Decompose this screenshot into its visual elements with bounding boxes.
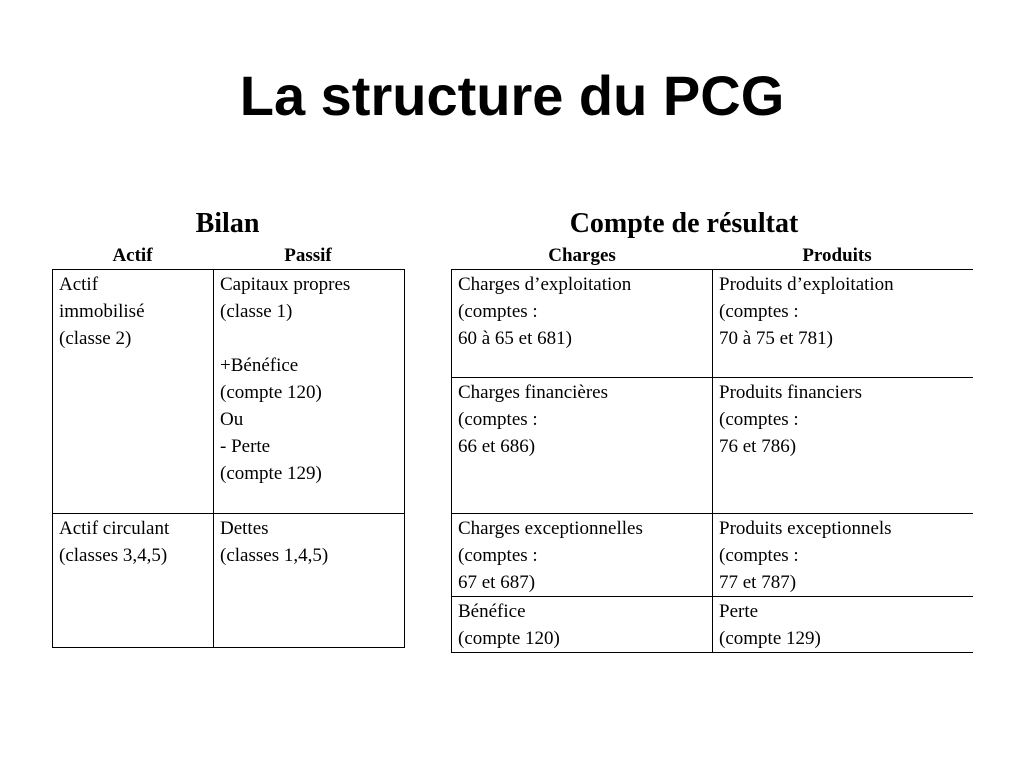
- bilan-cell-actif: Actif circulant (classes 3,4,5): [53, 514, 214, 648]
- resultat-cell-charges: Charges financières (comptes : 66 et 686): [452, 378, 713, 514]
- resultat-col-charges: Charges: [548, 245, 616, 266]
- bilan-col-passif: Passif: [284, 245, 332, 266]
- page-title: La structure du PCG: [239, 64, 785, 127]
- table-row: [53, 514, 405, 648]
- resultat-cell-charges: Charges d’exploitation (comptes : 60 à 65 et 681): [452, 270, 713, 378]
- resultat-table: [451, 269, 973, 653]
- bilan-cell-passif: Dettes (classes 1,4,5): [214, 514, 405, 648]
- resultat-cell-produits: Produits d’exploitation (comptes : 70 à 75 et 781): [713, 270, 973, 378]
- resultat-cell-produits: Produits exceptionnels (comptes : 77 et 787): [713, 514, 973, 597]
- resultat-cell-charges: Bénéfice (compte 120): [452, 597, 713, 653]
- bilan-cell-actif: Actif immobilisé (classe 2): [53, 270, 214, 514]
- bilan-table: [52, 269, 405, 648]
- resultat-cell-charges: Charges exceptionnelles (comptes : 67 et 687): [452, 514, 713, 597]
- table-row: [452, 514, 973, 597]
- bilan-cell-passif: Capitaux propres (classe 1) +Bénéfice (compte 120) Ou - Perte (compte 129): [214, 270, 405, 514]
- table-row: [452, 378, 973, 514]
- table-row: [452, 597, 973, 653]
- bilan-col-actif: Actif: [112, 245, 153, 266]
- resultat-col-produits: Produits: [802, 245, 872, 266]
- bilan-heading: Bilan: [195, 208, 260, 239]
- resultat-cell-produits: Perte (compte 129): [713, 597, 973, 653]
- resultat-heading: Compte de résultat: [569, 208, 799, 239]
- resultat-cell-produits: Produits financiers (comptes : 76 et 786): [713, 378, 973, 514]
- table-row: [452, 270, 973, 378]
- table-row: [53, 270, 405, 514]
